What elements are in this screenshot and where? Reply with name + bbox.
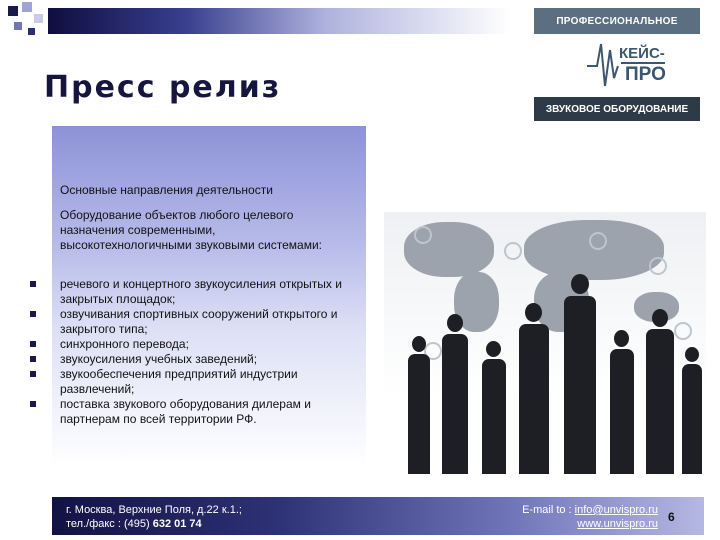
section-heading: Основные направления деятельности	[60, 183, 273, 197]
person-silhouette	[482, 359, 506, 474]
logo-top-banner: ПРОФЕССИОНАЛЬНОЕ	[534, 8, 700, 34]
decorative-square	[22, 2, 32, 12]
decorative-square	[14, 22, 22, 30]
person-silhouette	[610, 349, 634, 474]
logo-bottom-banner: ЗВУКОВОЕ ОБОРУДОВАНИЕ	[534, 97, 700, 121]
bullet-square-icon	[30, 341, 36, 347]
phone-label: тел./факс : (495)	[66, 518, 150, 530]
list-item	[30, 337, 370, 352]
logo-mark-bottom-text: ПРО	[625, 64, 666, 85]
network-circle-icon	[504, 242, 522, 260]
bullet-square-icon	[30, 281, 36, 287]
list-item-text: звукообеспечения предприятий индустрии развлечений;	[60, 367, 298, 396]
email-label: E-mail to :	[522, 504, 572, 516]
footer-website-line	[522, 517, 658, 531]
company-logo	[585, 36, 675, 96]
list-item	[30, 397, 370, 427]
bullet-square-icon	[30, 401, 36, 407]
decorative-square	[8, 6, 18, 16]
network-circle-icon	[674, 322, 692, 340]
footer-phone	[66, 517, 242, 531]
person-silhouette	[519, 324, 549, 474]
world-map-landmass	[524, 220, 664, 280]
network-circle-icon	[414, 226, 432, 244]
list-item	[30, 352, 370, 367]
person-silhouette	[442, 334, 468, 474]
list-item	[30, 277, 370, 307]
person-head	[571, 274, 589, 294]
person-head	[652, 309, 668, 327]
network-circle-icon	[649, 257, 667, 275]
website-link[interactable]: www.unvispro.ru	[577, 518, 658, 530]
person-silhouette	[564, 296, 596, 474]
intro-text: Оборудование объектов любого целевого назначения современными, высокотехнологичными звуковыми системами:	[60, 208, 323, 252]
list-item-text: синхронного перевода;	[60, 337, 189, 351]
slide-title: Пресс релиз	[44, 70, 282, 105]
decorative-square	[34, 14, 43, 23]
person-head	[447, 314, 463, 332]
footer-address: г. Москва, Верхние Поля, д.22 к.1.;	[66, 504, 242, 516]
phone-number: 632 01 74	[152, 518, 202, 530]
bullet-list	[30, 277, 370, 427]
list-item-text: звукоусиления учебных заведений;	[60, 352, 258, 366]
bullet-square-icon	[30, 356, 36, 362]
logo-mark-top-text: КЕЙС-	[619, 45, 665, 62]
network-circle-icon	[589, 232, 607, 250]
bullet-square-icon	[30, 311, 36, 317]
list-item-text: поставка звукового оборудования дилерам и партнерам по всей территории РФ.	[60, 397, 311, 426]
person-head	[486, 341, 501, 357]
footer-links	[522, 503, 658, 531]
footer-email-line	[522, 503, 658, 517]
decorative-square	[28, 28, 35, 35]
list-item	[30, 307, 370, 337]
person-head	[525, 303, 542, 322]
person-head	[412, 336, 426, 352]
person-silhouette	[682, 364, 702, 474]
person-head	[685, 347, 699, 362]
person-silhouette	[646, 329, 674, 474]
footer-contact	[66, 503, 242, 531]
business-people-photo	[384, 212, 706, 474]
header-gradient-bar	[48, 8, 510, 34]
list-item-text: речевого и концертного звукоусиления открытых и закрытых площадок;	[60, 277, 342, 306]
person-head	[614, 330, 629, 347]
email-link[interactable]: info@unvispro.ru	[574, 504, 658, 516]
bullet-square-icon	[30, 371, 36, 377]
list-item-text: озвучивания спортивных сооружений открытого и закрытого типа;	[60, 307, 338, 336]
list-item	[30, 367, 370, 397]
person-silhouette	[408, 354, 430, 474]
page-number: 6	[668, 510, 675, 524]
